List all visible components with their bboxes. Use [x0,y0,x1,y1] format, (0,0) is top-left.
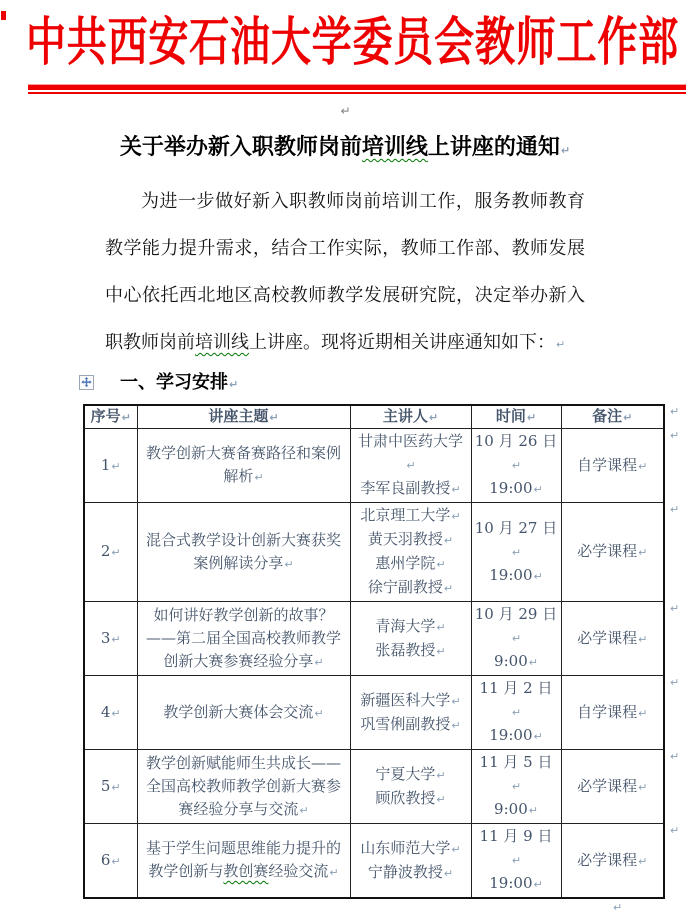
line-break-mark: ↵ [111,632,121,646]
cell-speaker [350,503,471,602]
column-header-topic [137,405,350,429]
line-break-mark: ↵ [638,854,648,868]
time-line: 11 月 9 日↵ [479,827,553,867]
cell-no: 1↵ [84,429,137,503]
time-line: 19:00↵ [489,479,543,497]
text-run: 一、学习安排 [120,372,228,393]
line-break-mark: ↵ [511,459,522,472]
line-break-mark: ↵ [533,483,543,496]
text-run: 关于举办新入职教师岗前 [119,134,362,160]
text-run: 教学创新大赛备赛路径和案例解析 [145,444,341,485]
spellcheck-underline: 培训线 [195,332,249,353]
cell-topic [137,824,350,899]
line-break-mark: ↵ [443,534,454,547]
line-break-mark: ↵ [638,459,648,473]
row-end-mark: ↵ [670,750,680,763]
line-break-mark: ↵ [511,706,522,719]
speaker-line: 张磊教授↵ [375,640,446,659]
time-line: 9:00↵ [494,652,538,670]
line-break-mark: ↵ [314,706,324,720]
empty-paragraph [0,100,690,119]
cell-topic [137,503,350,602]
paragraph-mark: ↵ [340,104,351,118]
column-header-label: 讲座主题 [208,407,269,425]
body-line [105,178,585,225]
cell-no: 6↵ [84,824,137,899]
line-break-mark: ↵ [526,411,537,424]
time-line: 9:00↵ [494,800,538,818]
line-break-mark: ↵ [111,706,121,720]
column-header-speaker [350,405,471,429]
lecture-table-body [84,429,664,899]
row-end-mark: ↵ [670,602,680,615]
line-break-mark: ↵ [528,656,538,669]
row-end-mark: ↵ [670,429,680,442]
cell-speaker [350,750,471,824]
cell-no: 4↵ [84,676,137,750]
cell-note: 必学课程↵ [561,503,664,602]
cell-time [471,676,561,750]
line-break-mark: ↵ [528,804,538,817]
table-row [84,824,664,899]
cell-topic [137,429,350,503]
row-end-mark: ↵ [670,824,680,837]
line-break-mark: ↵ [229,378,239,391]
line-break-mark: ↵ [436,620,446,634]
row-end-mark: ↵ [670,676,680,689]
speaker-line: 惠州学院↵ [375,554,446,572]
body-line [105,225,585,272]
cell-time [471,824,561,899]
row-end-mark: ↵ [670,503,680,516]
speaker-line: 顾欣教授↵ [375,788,446,807]
cell-note: 自学课程↵ [561,429,664,503]
cell-time [471,750,561,824]
table-wrap [83,404,683,914]
line-break-mark: ↵ [436,558,446,571]
line-break-mark: ↵ [556,338,566,351]
table-move-handle[interactable] [79,375,94,390]
letterhead-divider [28,84,686,94]
column-header-note [561,405,664,429]
section-heading-row [120,370,690,398]
line-break-mark: ↵ [451,483,461,496]
line-break-mark: ↵ [111,459,121,473]
speaker-line: 徐宁副教授↵ [367,578,454,596]
line-break-mark: ↵ [638,546,648,559]
speaker-line: 巩雪俐副教授↵ [360,714,461,733]
line-break-mark: ↵ [638,632,648,646]
lecture-table [83,404,665,899]
column-header-no [84,405,137,429]
time-line: 11 月 5 日↵ [479,753,553,793]
line-break-mark: ↵ [511,545,522,559]
speaker-line: 北京理工大学↵ [360,506,461,524]
body-line [105,319,585,366]
text-run: 中心依托西北地区高校教师教学发展研究院，决定举办新入 [105,285,585,306]
column-header-label: 备注 [592,407,623,425]
line-break-mark: ↵ [436,792,446,806]
time-line: 10 月 27 日↵ [474,518,558,559]
text-run: 教学能力提升需求，结合工作实际，教师工作部、教师发展 [105,238,585,259]
cell-topic [137,676,350,750]
line-break-mark: ↵ [443,582,454,595]
red-edge-mark [1,11,6,20]
line-break-mark: ↵ [111,780,121,794]
line-break-mark: ↵ [451,842,461,856]
time-line: 19:00↵ [489,726,543,744]
speaker-line: 甘肃中医药大学↵ [357,432,463,472]
line-break-mark: ↵ [111,546,121,559]
time-line: 19:00↵ [489,874,543,892]
speaker-line: 青海大学↵ [375,616,446,635]
speaker-line: 黄天羽教授↵ [367,530,454,548]
body-line [105,272,585,319]
cell-speaker [350,824,471,899]
cell-time [471,429,561,503]
line-break-mark: ↵ [511,854,522,867]
spellcheck-underline: 培训线 [361,134,428,160]
text-run: 上讲座的通知 [427,134,560,160]
line-break-mark: ↵ [314,655,324,669]
cell-time [471,602,561,676]
cell-no: 2↵ [84,503,137,602]
cell-speaker [350,429,471,503]
body-paragraph [105,178,585,366]
spellcheck-underline: 教创赛 [223,862,269,880]
text-run: 职教师岗前 [105,332,195,353]
cell-topic [137,602,350,676]
line-break-mark: ↵ [284,557,294,571]
time-line: 10 月 29 日↵ [474,605,558,645]
text-run: 基于学生问题思维能力提升的教学创新与 [145,839,341,880]
line-break-mark: ↵ [329,866,339,879]
table-row [84,602,664,676]
cell-note: 必学课程↵ [561,602,664,676]
text-run: 经验交流 [268,862,329,880]
text-run: 教学创新大赛体会交流 [163,702,314,721]
column-header-label: 时间 [495,407,526,425]
line-break-mark: ↵ [269,411,279,424]
line-break-mark: ↵ [299,803,309,817]
line-break-mark: ↵ [254,471,264,484]
line-break-mark: ↵ [428,411,439,424]
line-break-mark: ↵ [451,510,461,523]
cell-no: 5↵ [84,750,137,824]
cell-note: 自学课程↵ [561,676,664,750]
table-row [84,503,664,602]
cell-speaker [350,676,471,750]
speaker-line: 宁静波教授↵ [367,862,454,881]
text-run: 混合式教学设计创新大赛获奖案例解读分享 [145,530,341,572]
table-row [84,676,664,750]
line-break-mark: ↵ [533,569,543,583]
time-line: 11 月 2 日↵ [479,679,553,719]
text-run: 上讲座。现将近期相关讲座通知如下： [249,332,555,353]
table-row [84,750,664,824]
speaker-line: 宁夏大学↵ [375,764,446,783]
time-line: 19:00↵ [489,565,543,584]
row-end-mark: ↵ [670,405,680,418]
line-break-mark: ↵ [638,706,648,720]
cell-note: 必学课程↵ [561,824,664,899]
speaker-line: 山东师范大学↵ [360,838,461,857]
cell-topic [137,750,350,824]
below-table-mark: ↵ [613,901,623,914]
time-line: 10 月 26 日↵ [474,432,558,472]
line-break-mark: ↵ [623,411,633,424]
cell-speaker [350,602,471,676]
line-break-mark: ↵ [638,780,648,794]
line-break-mark: ↵ [533,730,543,743]
column-header-label: 序号 [90,407,121,425]
line-break-mark: ↵ [436,644,446,658]
move-arrows-icon [81,370,92,396]
line-break-mark: ↵ [511,780,522,793]
line-break-mark: ↵ [121,411,131,424]
speaker-line: 新疆医科大学↵ [360,690,461,709]
column-header-time [471,405,561,429]
document-content [0,124,690,914]
text-run: 如何讲好教学创新的故事？——第二届全国高校教师教学创新大赛参赛经验分享 [145,605,341,670]
line-break-mark: ↵ [111,854,121,868]
line-break-mark: ↵ [560,144,571,157]
section-heading [120,372,238,393]
line-break-mark: ↵ [511,632,522,645]
document-title [0,130,690,168]
line-break-mark: ↵ [533,878,543,891]
cell-time [471,503,561,602]
line-break-mark: ↵ [443,866,454,880]
divider-thin-line [28,92,686,94]
cell-no: 3↵ [84,602,137,676]
table-row [84,429,664,503]
column-header-label: 主讲人 [382,407,428,425]
speaker-line: 李军良副教授↵ [360,479,461,497]
line-break-mark: ↵ [406,459,416,472]
line-break-mark: ↵ [436,768,446,782]
table-header-row [84,405,664,429]
text-run: 为进一步做好新入职教师岗前培训工作，服务教师教育 [141,191,585,212]
line-break-mark: ↵ [451,694,461,708]
line-break-mark: ↵ [451,718,461,732]
text-run: 教学创新赋能师生共成长——全国高校教师教学创新大赛参赛经验分享与交流 [145,753,341,818]
letterhead-org-name: 中共西安石油大学委员会教师工作部 [26,13,679,73]
cell-note: 必学课程↵ [561,750,664,824]
